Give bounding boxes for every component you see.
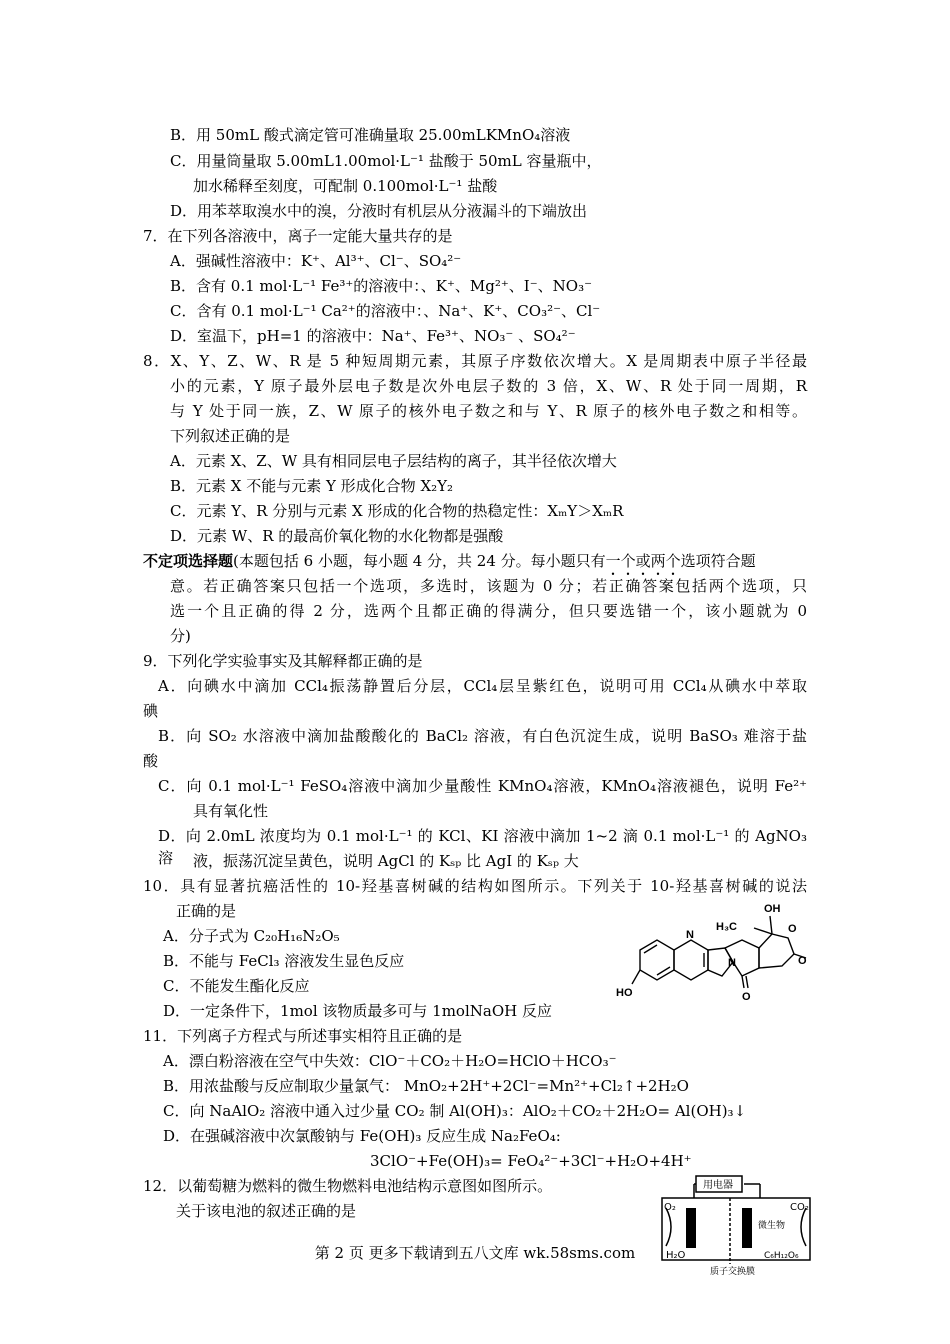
lactone-ring <box>759 934 794 968</box>
question-10: 10．具有显著抗癌活性的 10-羟基喜树碱的结构如图所示。下列关于 10-羟基喜树碱的说法 <box>143 877 807 895</box>
label-co2: CO₂ <box>790 1202 809 1213</box>
line-9c-cont: 具有氧化性 <box>193 802 269 820</box>
line-9d-cont: 液，振荡沉淀呈黄色，说明 AgCl 的 Kₛₚ 比 AgI 的 Kₛₚ 大 <box>193 852 579 870</box>
question-8-line2: 小的元素，Y 原子最外层电子数是次外电层子数的 3 倍，X、W、R 处于同一周期，R <box>170 377 807 395</box>
line-11d-equation: 3ClO⁻+Fe(OH)₃= FeO₄²⁻+3Cl⁻+H₂O+4H⁺ <box>370 1152 692 1170</box>
line-10d: D．一定条件下，1mol 该物质最多可与 1molNaOH 反应 <box>163 1002 552 1020</box>
line-8a: A．元素 X、Z、W 具有相同层电子层结构的离子，其半径依次增大 <box>170 452 617 470</box>
label-o-carbonyl: O <box>798 955 807 967</box>
line-9a: A．向碘水中滴加 CCl₄振荡静置后分层，CCl₄层呈紫红色，说明可用 CCl₄从碘水中萃取 <box>158 677 807 695</box>
line-11d: D．在强碱溶液中次氯酸钠与 Fe(OH)₃ 反应生成 Na₂FeO₄: <box>163 1127 561 1145</box>
label-h2o: H₂O <box>666 1250 686 1261</box>
question-12-line2: 关于该电池的叙述正确的是 <box>176 1202 357 1220</box>
line-7d: D．室温下，pH=1 的溶液中：Na⁺、Fe³⁺、NO₃⁻ 、SO₄²⁻ <box>170 327 576 345</box>
emphasis-text: 一个或两个 <box>605 552 681 570</box>
question-8-line3: 与 Y 处于同一族，Z、W 原子的核外电子数之和与 Y、R 原子的核外电子数之和相等。 <box>170 402 807 420</box>
benzene-ring <box>640 940 674 980</box>
line-8c: C．元素 Y、R 分别与元素 X 形成的化合物的热稳定性：XₘY＞XₘR <box>170 502 624 520</box>
line-6d: D．用苯萃取溴水中的溴，分液时有机层从分液漏斗的下端放出 <box>170 202 588 220</box>
section-instructions-line2: 意。若正确答案只包括一个选项，多选时，该题为 0 分；若正确答案包括两个选项，只 <box>170 577 807 595</box>
label-glucose: C₆H₁₂O₆ <box>764 1251 799 1261</box>
label-n-amide: N <box>728 957 736 969</box>
line-9b-cont: 酸 <box>143 752 159 770</box>
label-ho: HO <box>616 987 633 999</box>
line-10b: B．不能与 FeCl₃ 溶液发生显色反应 <box>163 952 405 970</box>
line-9b: B．向 SO₂ 水溶液中滴加盐酸酸化的 BaCl₂ 溶液，有白色沉淀生成，说明 BaSO₃ 难溶于盐 <box>158 727 807 745</box>
label-o-bottom: O <box>742 991 751 1003</box>
line-8d: D．元素 W、R 的最高价氧化物的水化物都是强酸 <box>170 527 504 545</box>
line-6c: C．用量筒量取 5.00mL1.00mol·L⁻¹ 盐酸于 50mL 容量瓶中， <box>170 152 602 170</box>
label-n-pyridine: N <box>686 929 694 941</box>
line-9c: C．向 0.1 mol·L⁻¹ FeSO₄溶液中滴加少量酸性 KMnO₄溶液，KMnO₄溶液褪色，说明 Fe²⁺ <box>158 777 807 795</box>
question-10-line2: 正确的是 <box>176 902 237 920</box>
line-7c: C．含有 0.1 mol·L⁻¹ Ca²⁺的溶液中：、Na⁺、K⁺、CO₃²⁻、Cl⁻ <box>170 302 601 320</box>
line-8b: B．元素 X 不能与元素 Y 形成化合物 X₂Y₂ <box>170 477 454 495</box>
line-6c-cont: 加水稀释至刻度，可配制 0.100mol·L⁻¹ 盐酸 <box>193 177 498 195</box>
molecule-structure-figure <box>612 896 812 1006</box>
section-instructions: 不定项选择题(本题包括 6 小题，每小题 4 分，共 24 分。每小题只有一个或两个选项符合题 <box>143 552 756 570</box>
line-7b: B．含有 0.1 mol·L⁻¹ Fe³⁺的溶液中：、K⁺、Mg²⁺、I⁻、NO₃⁻ <box>170 277 593 295</box>
line-11b: B．用浓盐酸与反应制取少量氯气： MnO₂+2H⁺+2Cl⁻=Mn²⁺+Cl₂↑+2H₂O <box>163 1077 689 1095</box>
label-membrane: 质子交换膜 <box>710 1267 756 1277</box>
label-o2: O₂ <box>664 1202 676 1213</box>
line-10c: C．不能发生酯化反应 <box>163 977 310 995</box>
question-11: 11．下列离子方程式与所述事实相符且正确的是 <box>143 1027 463 1045</box>
label-oh: OH <box>764 903 781 915</box>
label-device: 用电器 <box>703 1180 733 1191</box>
line-6b: B．用 50mL 酸式滴定管可准确量取 25.00mLKMnO₄溶液 <box>170 126 571 144</box>
section-instructions-line4: 分) <box>170 627 191 645</box>
line-9d: D．向 2.0mL 浓度均为 0.1 mol·L⁻¹ 的 KCl、KI 溶液中滴加 1~2 滴 0.1 mol·L⁻¹ 的 AgNO₃ 溶 <box>158 827 807 867</box>
line-9a-cont: 碘 <box>143 702 159 720</box>
label-microbe: 微生物 <box>758 1221 786 1231</box>
section-heading: 不定项选择题 <box>143 552 234 570</box>
question-8-line4: 下列叙述正确的是 <box>170 427 291 445</box>
question-7: 7．在下列各溶液中，离子一定能大量共存的是 <box>143 227 453 245</box>
label-h3c: H₃C <box>716 921 737 933</box>
line-11a: A．漂白粉溶液在空气中失效：ClO⁻＋CO₂＋H₂O=HClO＋HCO₃⁻ <box>163 1052 617 1070</box>
line-7a: A．强碱性溶液中：K⁺、Al³⁺、Cl⁻、SO₄²⁻ <box>170 252 462 270</box>
question-9: 9．下列化学实验事实及其解释都正确的是 <box>143 652 423 670</box>
section-instructions-line3: 选一个且正确的得 2 分，选两个且都正确的得满分，但只要选错一个，该小题就为 0 <box>170 602 807 620</box>
line-11c: C．向 NaAlO₂ 溶液中通入过少量 CO₂ 制 Al(OH)₃：AlO₂＋CO₂＋2H₂O= Al(OH)₃↓ <box>163 1102 747 1120</box>
label-o-ring: O <box>788 923 797 935</box>
question-12: 12．以葡萄糖为燃料的微生物燃料电池结构示意图如图所示。 <box>143 1177 553 1195</box>
question-8: 8．X、Y、Z、W、R 是 5 种短周期元素，其原子序数依次增大。X 是周期表中原子半径最 <box>143 352 807 370</box>
page-footer: 第 2 页 更多下载请到五八文库 wk.58sms.com <box>314 1244 636 1262</box>
line-10a: A．分子式为 C₂₀H₁₆N₂O₅ <box>163 927 340 945</box>
pyridine-ring <box>674 940 708 980</box>
